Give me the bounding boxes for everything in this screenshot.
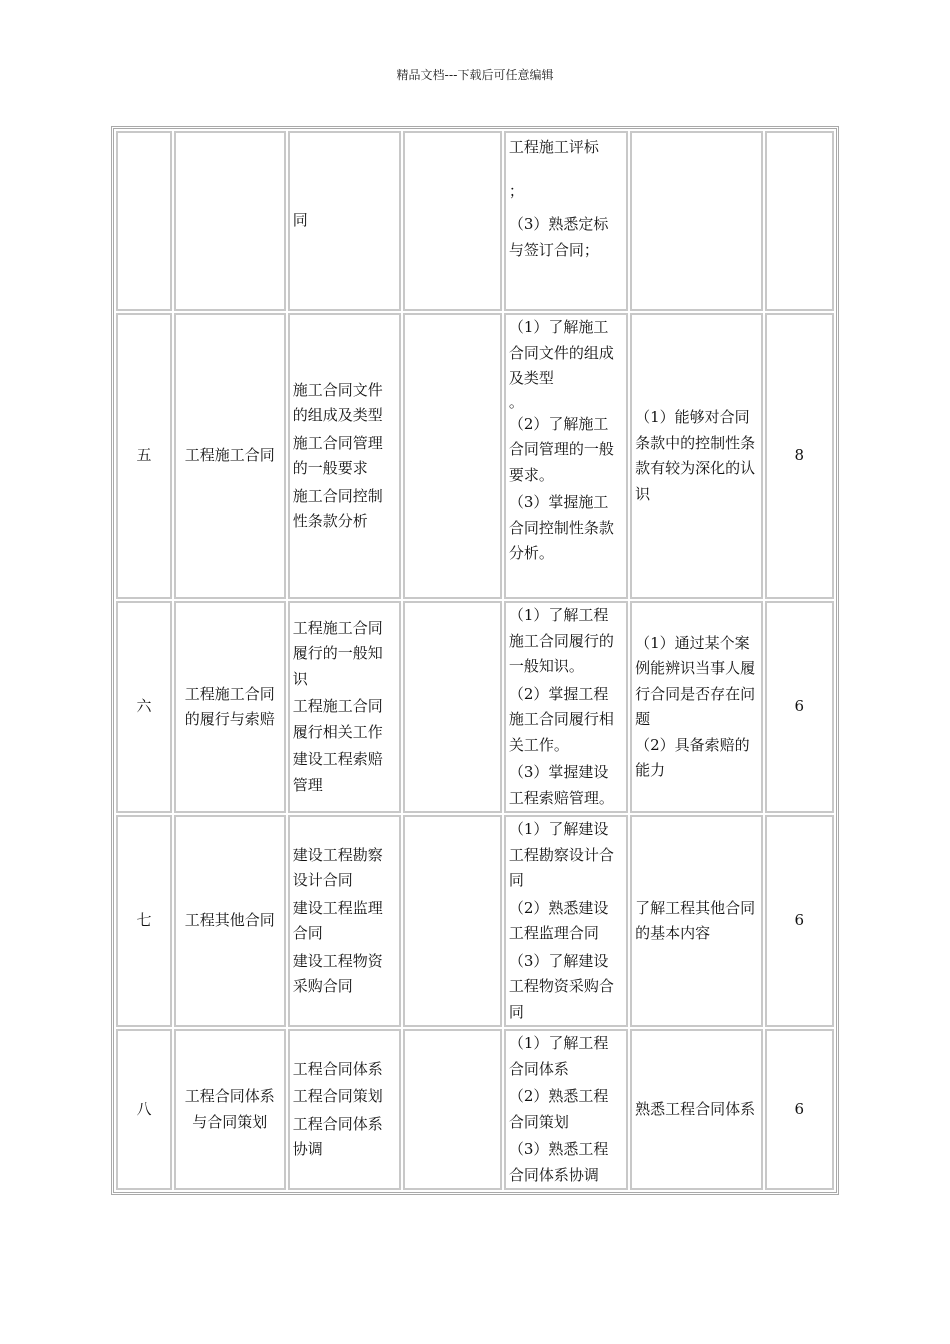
chapter-number: 六 (116, 601, 172, 813)
abilities-cell: 熟悉工程合同体系 (630, 1029, 763, 1190)
objective-line: （3）了解建设工程物资采购合同 (508, 951, 614, 1021)
objective-line: 工程施工评标 (508, 138, 599, 156)
table-row (116, 601, 834, 813)
objective-line: （3）熟悉定标与签订合同； (508, 215, 609, 259)
content-item: 工程施工合同履行的一般知识 (292, 618, 383, 688)
chapter-title: 工程合同体系与合同策划 (174, 1029, 286, 1190)
content-cell (288, 1029, 401, 1190)
content-cell (288, 601, 401, 813)
content-item: 工程合同体系协调 (292, 1114, 383, 1158)
content-item: 建设工程勘察设计合同 (292, 845, 383, 889)
content-item: 建设工程监理合同 (292, 898, 383, 942)
objective-line: （2）掌握工程施工合同履行相关工作。 (508, 684, 614, 754)
hours-cell: 6 (765, 601, 834, 813)
abilities-cell: （1）能够对合同条款中的控制性条款有较为深化的认识 (630, 313, 763, 599)
content-item: 施工合同控制性条款分析 (292, 486, 383, 530)
table-row (116, 131, 834, 311)
objective-line: （2）了解施工合同管理的一般要求。 (508, 414, 614, 484)
chapter-title: 工程其他合同 (174, 815, 286, 1027)
chapter-number: 五 (116, 313, 172, 599)
content-item: 建设工程索赔管理 (292, 750, 383, 794)
content-item: 施工合同管理的一般要求 (292, 433, 383, 477)
chapter-title: 工程施工合同 (174, 313, 286, 599)
content-item: 工程施工合同履行相关工作 (292, 697, 383, 741)
objectives-cell (504, 1029, 628, 1190)
hours-cell: 6 (765, 815, 834, 1027)
objective-line: （2）熟悉工程合同策划 (508, 1087, 609, 1131)
content-item: 建设工程物资采购合同 (292, 951, 383, 995)
objective-line: （1）了解建设工程勘察设计合同 (508, 820, 614, 889)
content-cell (288, 131, 401, 311)
objective-line: （1）了解工程施工合同履行的一般知识。 (508, 606, 614, 675)
empty-cell (403, 313, 502, 599)
objectives-cell (504, 131, 628, 311)
page-header: 精品文档---下载后可任意编辑 (396, 68, 554, 82)
objective-line: （3）掌握施工合同控制性条款分析。 (508, 493, 614, 562)
hours-cell: 8 (765, 313, 834, 599)
empty-cell (403, 1029, 502, 1190)
content-item: 同 (292, 211, 308, 230)
objective-line: （3）熟悉工程合同体系协调 (508, 1140, 609, 1184)
chapter-number: 七 (116, 815, 172, 1027)
empty-cell (403, 131, 502, 311)
content-item: 工程合同体系 (292, 1059, 383, 1078)
objectives-cell (504, 313, 628, 599)
hours-cell: 6 (765, 1029, 834, 1190)
empty-cell (403, 601, 502, 813)
objective-line: （3）掌握建设工程索赔管理。 (508, 763, 614, 807)
objective-line: ； (508, 181, 524, 200)
objectives-cell (504, 601, 628, 813)
abilities-cell: （1）通过某个案例能辨识当事人履行合同是否存在问题 （2）具备索赔的能力 (630, 601, 763, 813)
content-cell (288, 313, 401, 599)
chapter-number: 八 (116, 1029, 172, 1190)
abilities-cell: 了解工程其他合同的基本内容 (630, 815, 763, 1027)
syllabus-table (111, 126, 839, 1195)
table-row (116, 815, 834, 1027)
chapter-number (116, 131, 172, 311)
chapter-title: 工程施工合同的履行与索赔 (174, 601, 286, 813)
hours-cell (765, 131, 834, 311)
objective-line: （1）了解施工合同文件的组成及类型 (508, 318, 614, 387)
chapter-title (174, 131, 286, 311)
table-row (116, 1029, 834, 1190)
objective-line: （1）了解工程合同体系 (508, 1034, 609, 1078)
abilities-cell (630, 131, 763, 311)
content-item: 施工合同文件的组成及类型 (292, 380, 383, 424)
content-item: 工程合同策划 (292, 1087, 383, 1105)
empty-cell (403, 815, 502, 1027)
objective-line: 。 (508, 392, 524, 411)
objective-line (509, 161, 623, 179)
objectives-cell (504, 815, 628, 1027)
content-cell (288, 815, 401, 1027)
table-row (116, 313, 834, 599)
objective-line: （2）熟悉建设工程监理合同 (508, 898, 609, 942)
